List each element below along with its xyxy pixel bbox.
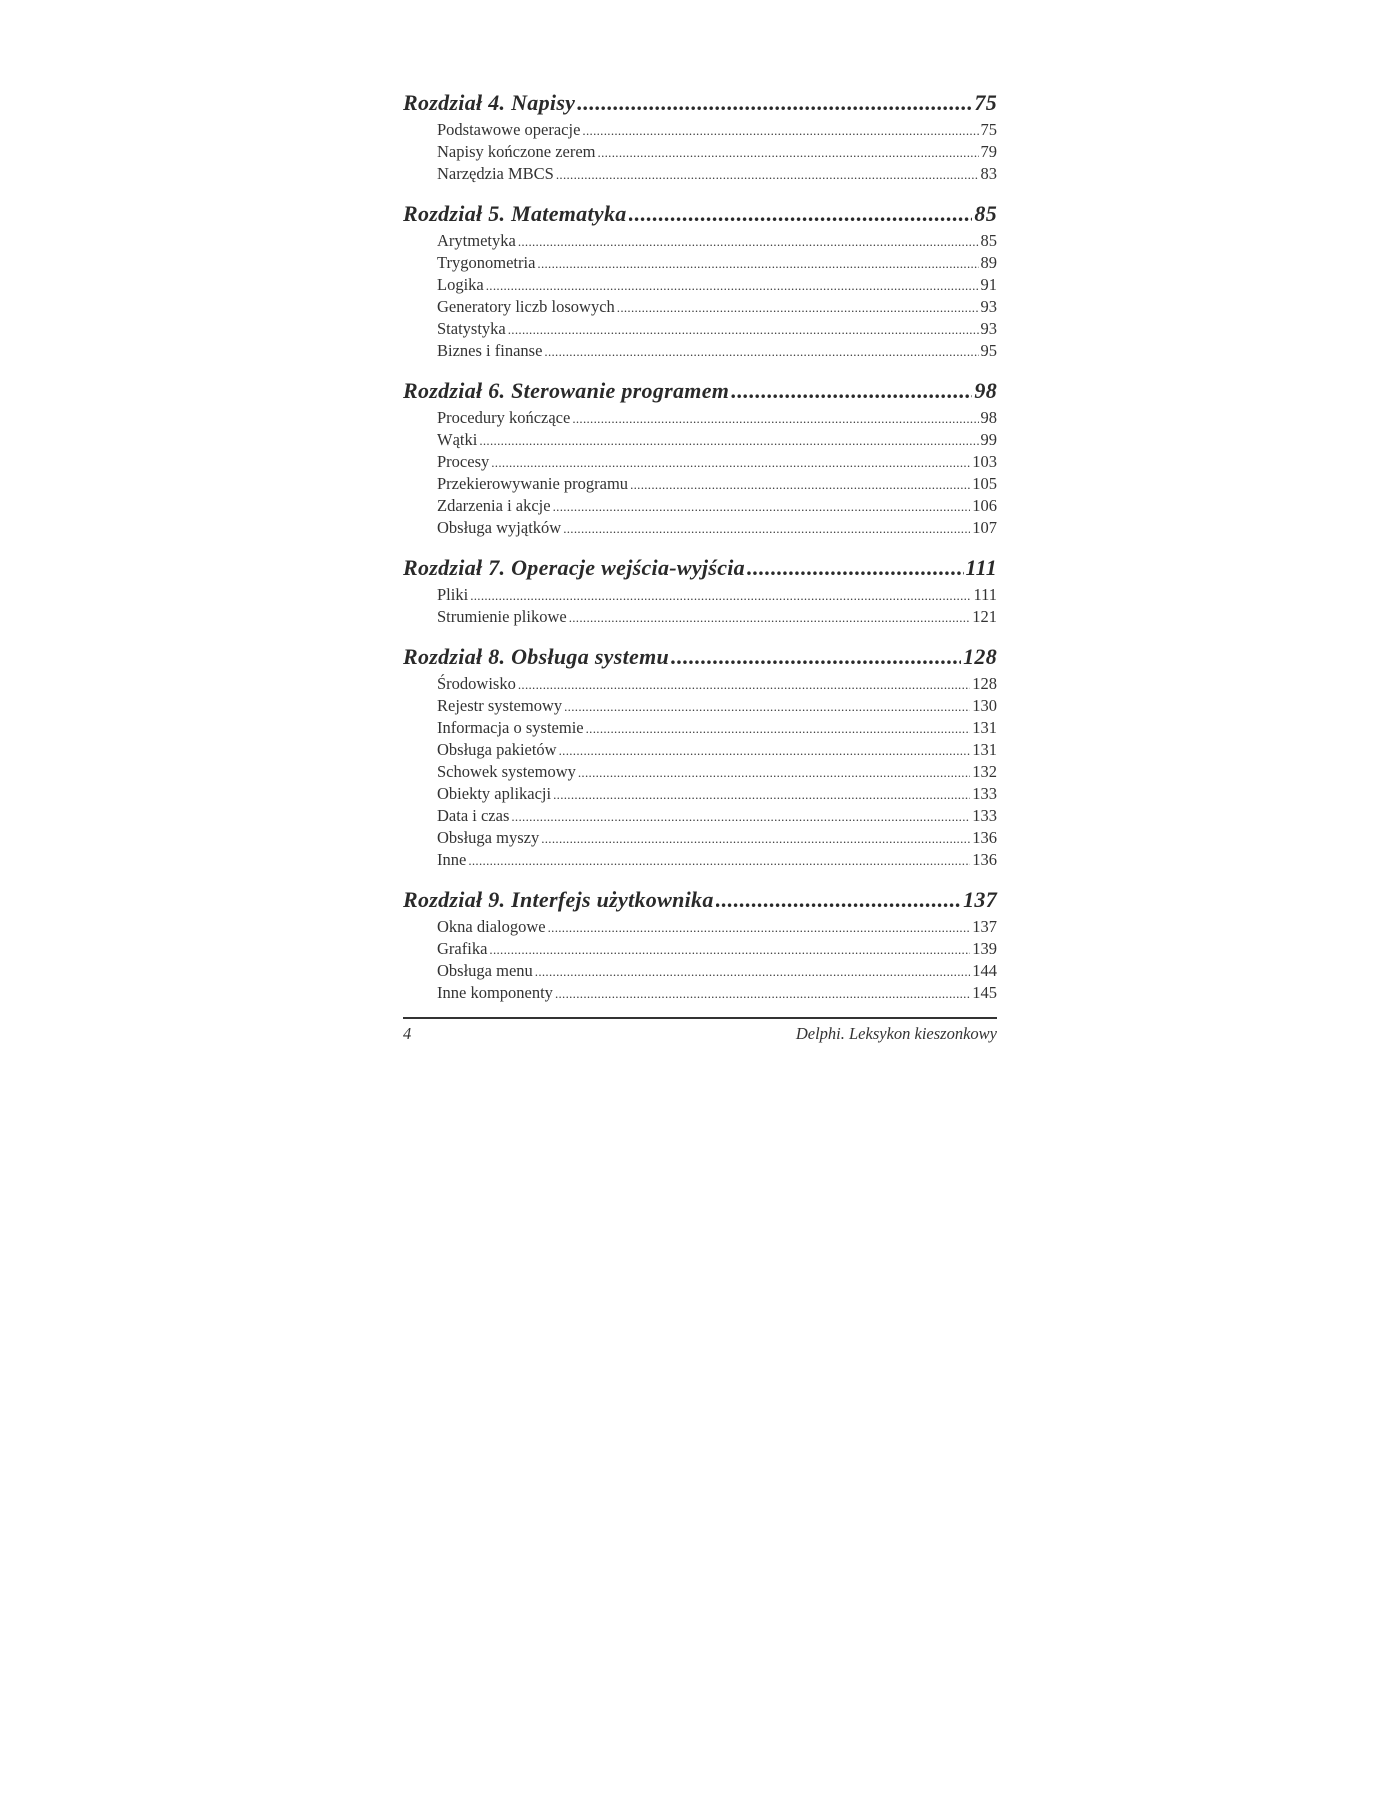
toc-entry[interactable]: [437, 674, 997, 696]
toc-chapter: [403, 555, 997, 629]
entry-page: 93: [980, 319, 997, 338]
entry-title: Inne komponenty: [437, 983, 553, 1002]
toc-chapter: [403, 201, 997, 363]
footer-rule: [403, 1017, 997, 1019]
toc-entry[interactable]: [437, 275, 997, 297]
dot-leader: [468, 850, 970, 870]
footer-row: [403, 1024, 997, 1044]
entry-page: 99: [980, 430, 997, 449]
entry-title: Zdarzenia i akcje: [437, 496, 551, 515]
toc-chapter: [403, 90, 997, 186]
toc-entry[interactable]: [437, 828, 997, 850]
dot-leader: [511, 806, 970, 826]
toc-entry[interactable]: [437, 341, 997, 363]
entry-page: 133: [972, 784, 997, 803]
entry-page: 131: [972, 718, 997, 737]
entry-title: Obsługa wyjątków: [437, 518, 562, 537]
chapter-title: Rozdział 6. Sterowanie programem: [403, 378, 730, 403]
toc-entry[interactable]: [437, 297, 997, 319]
entry-title: Obsługa menu: [437, 961, 533, 980]
entry-page: 79: [980, 142, 997, 161]
toc-entry[interactable]: [437, 939, 997, 961]
dot-leader: [578, 762, 970, 782]
entry-title: Przekierowywanie programu: [437, 474, 629, 493]
entry-title: Biznes i finanse: [437, 341, 543, 360]
entry-page: 98: [980, 408, 997, 427]
dot-leader: [537, 253, 978, 273]
dot-leader: [577, 90, 972, 116]
toc-entry[interactable]: [437, 740, 997, 762]
entry-title: Statystyka: [437, 319, 506, 338]
entry-page: 83: [980, 164, 997, 183]
entry-page: 106: [972, 496, 997, 515]
footer-page-number: 4: [403, 1024, 412, 1043]
entry-title: Obsługa pakietów: [437, 740, 557, 759]
toc-chapter: [403, 887, 997, 1005]
dot-leader: [553, 784, 970, 804]
toc-entry[interactable]: [437, 231, 997, 253]
dot-leader: [544, 341, 978, 361]
dot-leader: [598, 142, 979, 162]
entry-page: 111: [973, 585, 997, 604]
chapter-page: 75: [974, 90, 997, 115]
dot-leader: [629, 201, 973, 227]
dot-leader: [489, 939, 970, 959]
toc-entry[interactable]: [437, 518, 997, 540]
entry-title: Napisy kończone zerem: [437, 142, 596, 161]
chapter-title: Rozdział 5. Matematyka: [403, 201, 627, 226]
chapter-heading[interactable]: [403, 90, 997, 120]
dot-leader: [553, 496, 971, 516]
dot-leader: [518, 674, 970, 694]
entry-title: Obiekty aplikacji: [437, 784, 552, 803]
dot-leader: [747, 555, 964, 581]
toc-entry[interactable]: [437, 850, 997, 872]
entry-title: Środowisko: [437, 674, 516, 693]
entry-page: 103: [972, 452, 997, 471]
toc-entry[interactable]: [437, 430, 997, 452]
dot-leader: [548, 917, 971, 937]
toc-entry[interactable]: [437, 983, 997, 1005]
entry-title: Inne: [437, 850, 467, 869]
entry-page: 128: [972, 674, 997, 693]
entry-page: 144: [972, 961, 997, 980]
entry-page: 133: [972, 806, 997, 825]
entry-page: 85: [980, 231, 997, 250]
chapter-heading[interactable]: [403, 201, 997, 231]
dot-leader: [470, 585, 971, 605]
entry-page: 132: [972, 762, 997, 781]
footer-book-title: Delphi. Leksykon kieszonkowy: [795, 1024, 997, 1043]
chapter-heading[interactable]: [403, 555, 997, 585]
toc-entry[interactable]: [437, 408, 997, 430]
chapter-heading[interactable]: [403, 378, 997, 408]
dot-leader: [486, 275, 979, 295]
toc-entry[interactable]: [437, 496, 997, 518]
chapter-page: 85: [974, 201, 997, 226]
entry-title: Informacja o systemie: [437, 718, 584, 737]
entry-page: 93: [980, 297, 997, 316]
dot-leader: [564, 696, 970, 716]
dot-leader: [731, 378, 972, 404]
dot-leader: [479, 430, 978, 450]
entry-title: Okna dialogowe: [437, 917, 546, 936]
toc-chapter: [403, 378, 997, 540]
chapter-page: 98: [974, 378, 997, 403]
chapter-title: Rozdział 4. Napisy: [403, 90, 576, 115]
entry-page: 136: [972, 850, 997, 869]
chapter-page: 137: [963, 887, 997, 912]
entry-page: 131: [972, 740, 997, 759]
dot-leader: [569, 607, 971, 627]
entry-page: 89: [980, 253, 997, 272]
entry-page: 136: [972, 828, 997, 847]
toc-entry[interactable]: [437, 607, 997, 629]
dot-leader: [671, 644, 961, 670]
dot-leader: [586, 718, 971, 738]
chapter-heading[interactable]: [403, 644, 997, 674]
toc-entry[interactable]: [437, 961, 997, 983]
chapter-title: Rozdział 8. Obsługa systemu: [403, 644, 670, 669]
entry-title: Podstawowe operacje: [437, 120, 581, 139]
dot-leader: [556, 164, 979, 184]
entry-page: 121: [972, 607, 997, 626]
entry-title: Rejestr systemowy: [437, 696, 563, 715]
entry-title: Obsługa myszy: [437, 828, 540, 847]
chapter-title: Rozdział 9. Interfejs użytkownika: [403, 887, 714, 912]
dot-leader: [563, 518, 970, 538]
toc-entry[interactable]: [437, 806, 997, 828]
toc-entry[interactable]: [437, 917, 997, 939]
toc-entry[interactable]: [437, 452, 997, 474]
dot-leader: [491, 452, 970, 472]
entry-title: Logika: [437, 275, 484, 294]
entry-page: 95: [980, 341, 997, 360]
entry-title: Data i czas: [437, 806, 510, 825]
entry-page: 107: [972, 518, 997, 537]
toc-entry[interactable]: [437, 585, 997, 607]
dot-leader: [518, 231, 979, 251]
toc-chapter: [403, 644, 997, 872]
entry-title: Narzędzia MBCS: [437, 164, 554, 183]
dot-leader: [559, 740, 971, 760]
entry-page: 130: [972, 696, 997, 715]
entry-title: Arytmetyka: [437, 231, 516, 250]
entry-title: Grafika: [437, 939, 488, 958]
entry-page: 145: [972, 983, 997, 1002]
toc-entry[interactable]: [437, 319, 997, 341]
entry-page: 75: [980, 120, 997, 139]
dot-leader: [572, 408, 978, 428]
toc-entry[interactable]: [437, 142, 997, 164]
entry-title: Trygonometria: [437, 253, 536, 272]
dot-leader: [541, 828, 970, 848]
toc-entry[interactable]: [437, 784, 997, 806]
table-of-contents: [403, 90, 997, 1020]
toc-entry[interactable]: [437, 474, 997, 496]
entry-title: Procedury kończące: [437, 408, 571, 427]
chapter-heading[interactable]: [403, 887, 997, 917]
entry-page: 139: [972, 939, 997, 958]
dot-leader: [716, 887, 961, 913]
chapter-title: Rozdział 7. Operacje wejścia-wyjścia: [403, 555, 745, 580]
entry-title: Strumienie plikowe: [437, 607, 567, 626]
entry-page: 105: [972, 474, 997, 493]
entry-title: Schowek systemowy: [437, 762, 576, 781]
toc-entry[interactable]: [437, 696, 997, 718]
dot-leader: [582, 120, 978, 140]
dot-leader: [630, 474, 970, 494]
dot-leader: [555, 983, 970, 1003]
dot-leader: [535, 961, 970, 981]
toc-entry[interactable]: [437, 164, 997, 186]
toc-entry[interactable]: [437, 120, 997, 142]
entry-title: Pliki: [437, 585, 469, 604]
dot-leader: [617, 297, 979, 317]
entry-page: 137: [972, 917, 997, 936]
toc-entry[interactable]: [437, 762, 997, 784]
page-footer: [403, 1017, 997, 1044]
entry-title: Procesy: [437, 452, 490, 471]
chapter-page: 128: [963, 644, 997, 669]
entry-title: Wątki: [437, 430, 478, 449]
chapter-page: 111: [965, 555, 997, 580]
entry-title: Generatory liczb losowych: [437, 297, 615, 316]
dot-leader: [508, 319, 979, 339]
toc-entry[interactable]: [437, 718, 997, 740]
toc-entry[interactable]: [437, 253, 997, 275]
entry-page: 91: [980, 275, 997, 294]
